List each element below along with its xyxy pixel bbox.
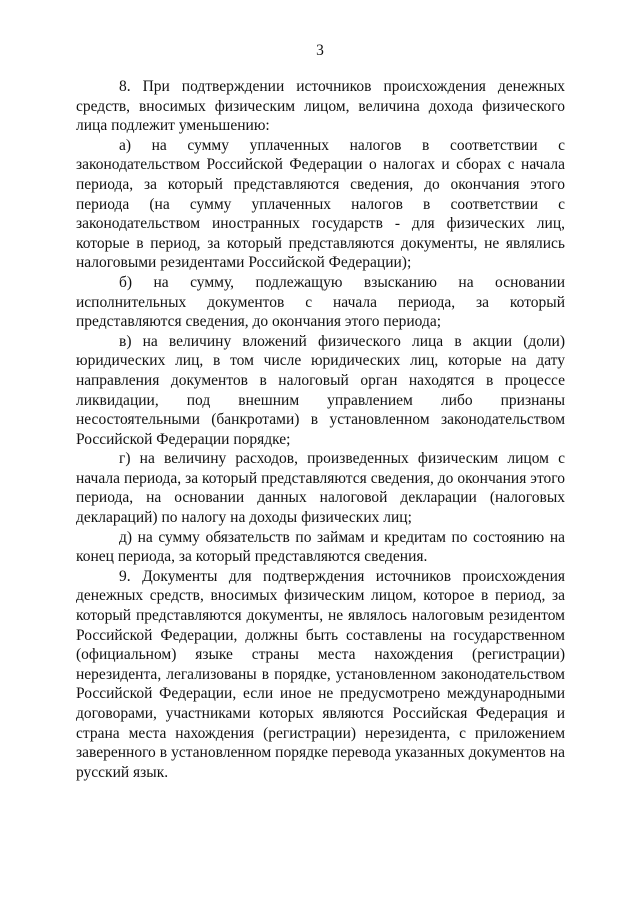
document-body <box>76 77 565 782</box>
paragraph-8-a: а) на сумму уплаченных налогов в соответствии с законодательством Российской Федерации о налогах и сборах с начала периода, за который представляются сведения, до окончания этого периода (на сумму уплаченных налогов в соответствии с законодательством иностранных государств - для физических лиц, которые в период, за который представляются документы, не являлись налоговыми резидентами Российской Федерации); <box>76 136 565 272</box>
page-number: 3 <box>316 42 324 59</box>
paragraph-8-v: в) на величину вложений физического лица в акции (доли) юридических лиц, в том числе юридических лиц, которые на дату направления документов в налоговый орган находятся в процессе ликвидации, под внешним управлением либо признаны несостоятельными (банкротами) в установленном законодательством Российской Федерации порядке; <box>76 332 565 448</box>
paragraph-8-d: д) на сумму обязательств по займам и кредитам по состоянию на конец периода, за который представляются сведения. <box>76 528 565 566</box>
paragraph-8-g: г) на величину расходов, произведенных физическим лицом с начала периода, за который представляются сведения, до окончания этого периода, на основании данных налоговой декларации (налоговых деклараций) по налогу на доходы физических лиц; <box>76 450 565 527</box>
paragraph-9: 9. Документы для подтверждения источников происхождения денежных средств, вносимых физическим лицом, которое в период, за который представляются документы, не являлось налоговым резидентом Российской Федерации, должны быть составлены на государственном (официальном) языке страны места нахождения (регистрации) нерезидента, легализованы в порядке, установленном законодательством Российской Федерации, если иное не предусмотрено международными договорами, участниками которых являются Российская Федерация и страна места нахождения (регистрации) нерезидента, с приложением заверенного в установленном порядке перевода указанных документов на русский язык. <box>76 567 565 781</box>
paragraph-8-b: б) на сумму, подлежащую взысканию на основании исполнительных документов с начала периода, за который представляются сведения, до окончания этого периода; <box>76 273 565 331</box>
paragraph-8: 8. При подтверждении источников происхождения денежных средств, вносимых физическим лицом, величина дохода физического лица подлежит уменьшению: <box>76 78 565 135</box>
